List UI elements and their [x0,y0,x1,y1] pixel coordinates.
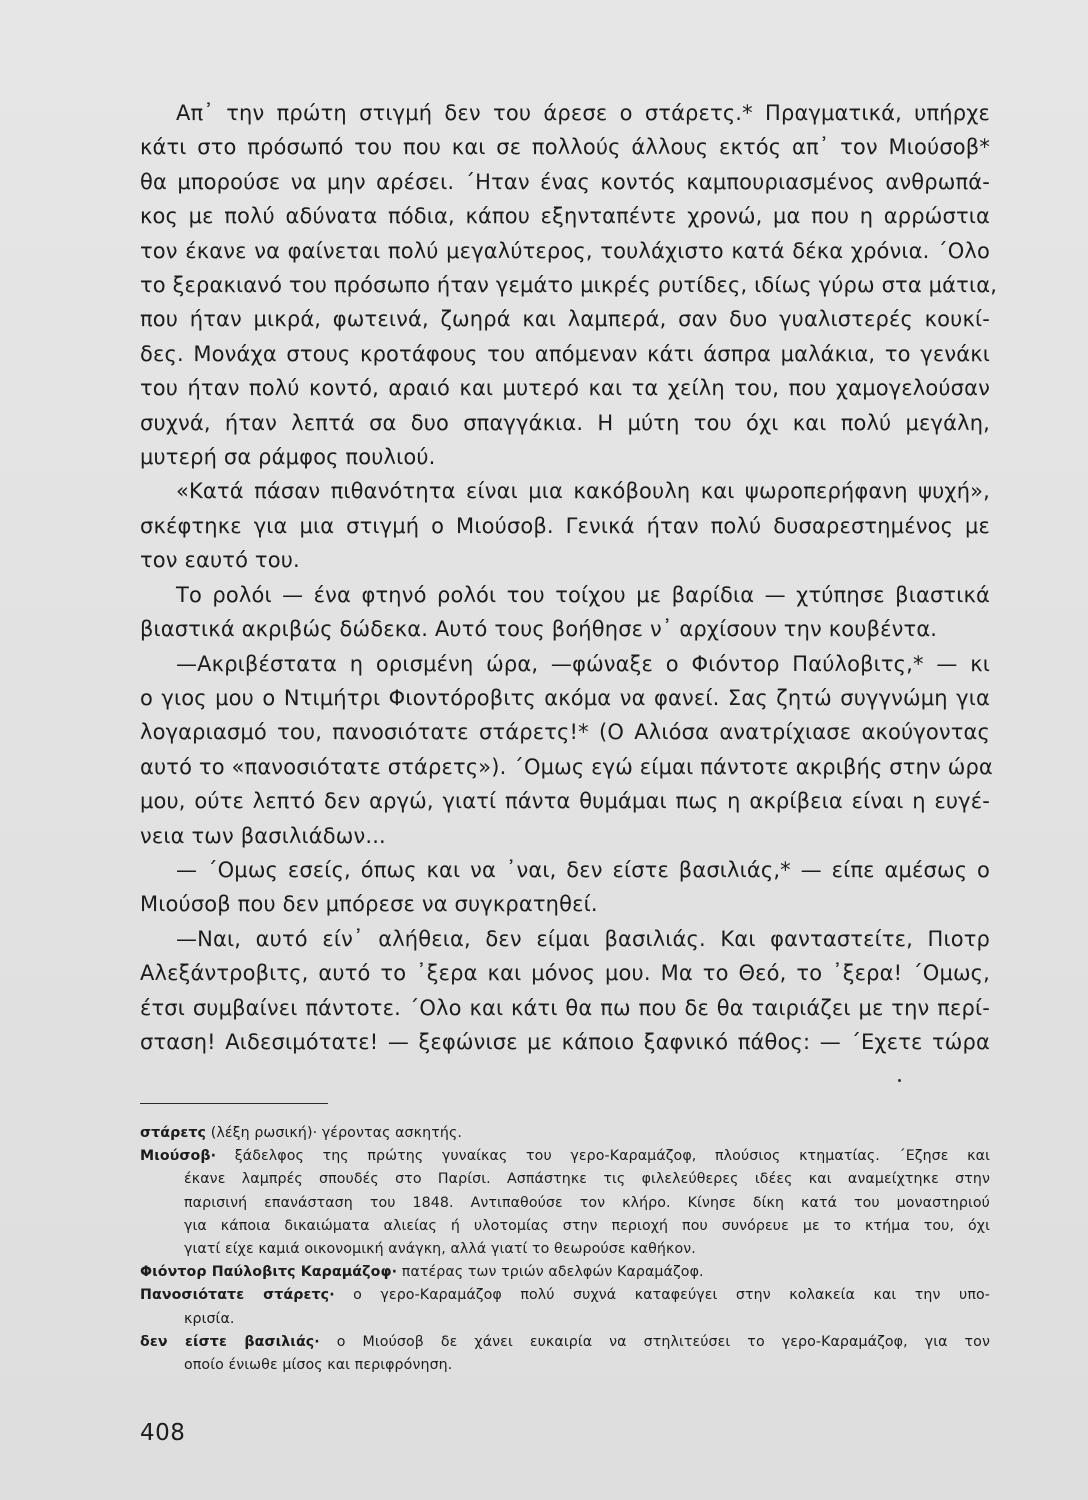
text-line: κος με πολύ αδύνατα πόδια, κάπου εξηνταπέντε χρονώ, μα που η αρρώστια [140,204,990,229]
text-line: Αλεξάντροβιτς, αυτό το ᾽ξερα και μόνος μου. Μα το Θεό, το ᾽ξερα! ΄Ομως, [140,961,990,986]
footnote-line: οποίο ένιωθε μίσος και περιφρόνηση. [184,1357,453,1374]
footnote-term: Πανοσιότατε στάρετς· [140,1287,335,1304]
footnote-line [140,1261,990,1284]
text-line: μου, ούτε λεπτό δεν αργώ, γιατί πάντα θυμάμαι πως η ακρίβεια είναι η ευγέ- [140,789,990,814]
text-line: του ήταν πολύ κοντό, αραιό και μυτερό και τα χείλη του, που χαμογελούσαν [140,376,990,401]
footnote-line: κρισία. [184,1310,235,1327]
text-line: αυτό το «πανοσιότατε στάρετς»). ΄Ομως εγώ είμαι πάντοτε ακριβής στην ώρα [140,754,993,779]
footnotes [140,1122,990,1377]
text-line: βιαστικά ακριβώς δώδεκα. Αυτό τους βοήθησε ν᾽ αρχίσουν την κουβέντα. [140,617,938,642]
footnote-panosiotate [140,1284,990,1330]
text-line: τον εαυτό του. [140,548,300,573]
footnote-term: Μιούσοβ· [140,1148,217,1165]
footnote-line [140,1331,990,1354]
main-text [140,96,998,1059]
footnote-vasilias [140,1331,990,1377]
text-line: κάτι στο πρόσωπό του που και σε πολλούς άλλους εκτός απ᾽ τον Μιούσοβ* [140,135,990,160]
text-line: — ΄Ομως εσείς, όπως και να ᾽ναι, δεν είστε βασιλιάς,* — είπε αμέσως ο [176,857,990,882]
footnote-line: παρισινή επανάσταση του 1848. Αντιπαθούσε τον κλήρο. Κίνησε δίκη κατά του μοναστηριού [184,1194,990,1211]
text-line: Μιούσοβ που δεν μπόρεσε να συγκρατηθεί. [140,892,598,917]
text-line: μυτερή σα ράμφος πουλιού. [140,445,436,470]
footnote-miusov [140,1145,990,1261]
footnote-term: Φιόντορ Παύλοβιτς Καραμάζοφ· [140,1264,398,1281]
text-line: τον έκανε να φαίνεται πολύ μεγαλύτερος, τουλάχιστο κατά δέκα χρόνια. ΄Ολο [140,238,990,263]
text-line: Το ρολόι — ένα φτηνό ρολόι του τοίχου με βαρίδια — χτύπησε βιαστικά [176,582,990,607]
footnote-text: ο Μιούσοβ δε χάνει ευκαιρία να στηλιτεύσει το γερο-Καραμάζοφ, για τον [336,1333,990,1350]
footnote-line: γιατί είχε καμιά οικονομική ανάγκη, αλλά γιατί το θεωρούσε καθήκον. [184,1241,696,1258]
paragraph-6 [140,922,990,1060]
text-line: νεια των βασιλιάδων... [140,823,386,848]
footnote-starets [140,1122,990,1145]
text-line: —Ακριβέστατα η ορισμένη ώρα, —φώναξε ο Φιόντορ Παύλοβιτς,* — κι [176,651,990,676]
paragraph-4 [140,647,993,853]
text-line: συχνά, ήταν λεπτά σα δυο σπαγγάκια. Η μύτη του όχι και πολύ μεγάλη, [140,410,990,435]
paragraph-3 [140,578,990,647]
footnote-term: στάρετς [140,1125,207,1141]
paragraph-5 [140,853,990,922]
footnote-line [140,1122,990,1145]
footnote-line: για κάποια δικαιώματα αλιείας ή υλοτομίας στην περιοχή που συνόρευε με το κτήμα του, όχι [184,1217,990,1234]
paragraph-2 [140,474,990,577]
text-line: το ξερακιανό του πρόσωπο ήταν γεμάτο μικρές ρυτίδες, ιδίως γύρω στα μάτια, [140,273,998,298]
footnote-text: ξάδελφος της πρώτης γυναίκας του γερο-Καραμάζοφ, πλούσιος κτηματίας. ΄Εζησε και [234,1148,990,1165]
footnote-text: (λέξη ρωσική)· γέροντας ασκητής. [210,1125,462,1141]
text-line: σταση! Αιδεσιμότατε! — ξεφώνισε με κάποιο ξαφνικό πάθος: — ΄Εχετε τώρα [140,1029,990,1054]
page-number: 408 [140,1420,186,1446]
text-line: Απ᾽ την πρώτη στιγμή δεν του άρεσε ο στάρετς.* Πραγματικά, υπήρχε [176,101,990,125]
paragraph-1 [140,96,998,474]
footnote-fyodor [140,1261,990,1284]
text-line: σκέφτηκε για μια στιγμή ο Μιούσοβ. Γενικά ήταν πολύ δυσαρεστημένος με [140,513,990,538]
footnote-line [140,1145,990,1168]
footnote-line: έκανε λαμπρές σπουδές στο Παρίσι. Ασπάστηκε τις φιλελεύθερες ιδέες και αναμείχτηκε στην [184,1171,990,1188]
text-line: «Κατά πάσαν πιθανότητα είναι μια κακόβουλη και ψωροπερήφανη ψυχή», [176,479,990,504]
text-line: ο γιος μου ο Ντιμήτρι Φιοντόροβιτς ακόμα να φανεί. Σας ζητώ συγγνώμη για [140,685,990,710]
text-line: λογαριασμό του, πανοσιότατε στάρετς!* (Ο Αλιόσα ανατρίχιασε ακούγοντας [140,720,990,745]
text-line: δες. Μονάχα στους κροτάφους του απόμεναν κάτι άσπρα μαλάκια, το γενάκι [140,341,990,366]
footnote-rule [140,1103,328,1104]
footnote-line [140,1284,990,1307]
print-speck [898,1079,901,1082]
footnote-text: ο γερο-Καραμάζοφ πολύ συχνά καταφεύγει στην κολακεία και την υπο- [353,1287,990,1304]
text-line: έτσι συμβαίνει πάντοτε. ΄Ολο και κάτι θα πω που δε θα ταιριάζει με την περί- [140,995,990,1020]
text-line: θα μπορούσε να μην αρέσει. ΄Ηταν ένας κοντός καμπουριασμένος ανθρωπά- [140,169,990,194]
text-line: που ήταν μικρά, φωτεινά, ζωηρά και λαμπερά, σαν δυο γυαλιστερές κουκί- [140,307,990,332]
footnote-text: πατέρας των τριών αδελφών Καραμάζοφ. [401,1264,704,1281]
footnote-term: δεν είστε βασιλιάς· [140,1333,320,1350]
text-line: —Ναι, αυτό είν᾽ αλήθεια, δεν είμαι βασιλιάς. Και φανταστείτε, Πιοτρ [176,926,990,951]
